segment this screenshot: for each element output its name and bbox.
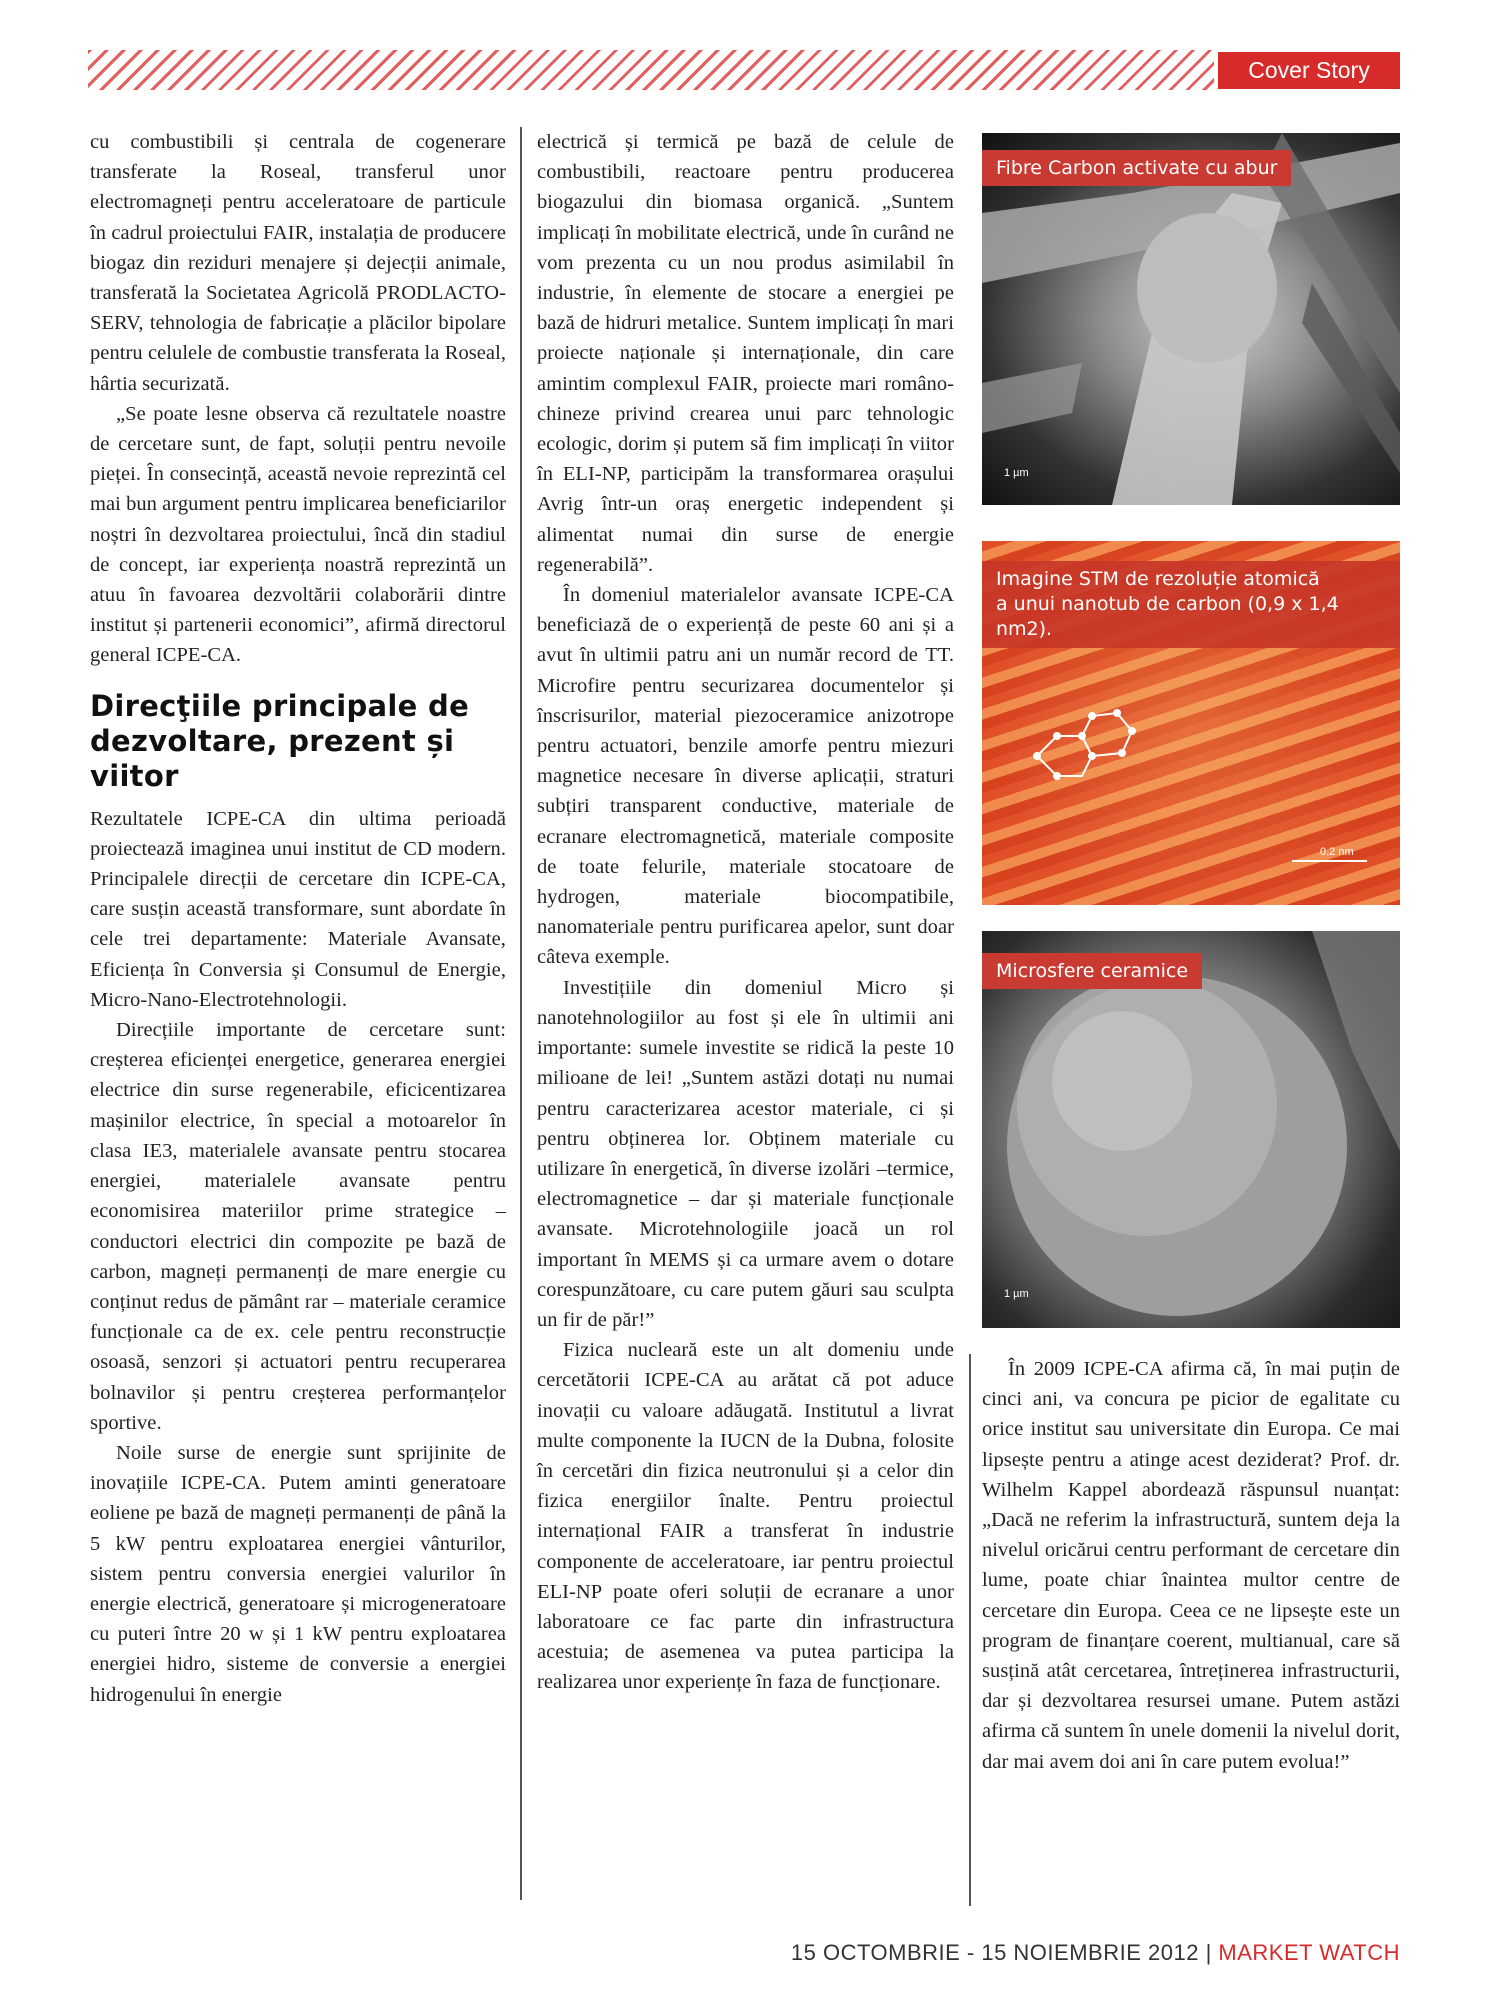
- header-hatch-bar: [88, 50, 1214, 90]
- photo-caption: Fibre Carbon activate cu abur: [982, 150, 1291, 186]
- paragraph: „Se poate lesne observa că rezultatele noastre de cercetare sunt, de fapt, soluții pentru nevoile pieței. În consecință, această nevoie reprezintă cel mai bun argument pentru implicarea beneficiarilor noștri în dezvoltarea proiectului, încă din stadiul de concept, iar experiența noastră reprezintă un atuu în favoarea dezvoltării colaborării dintre institut și partenerii economici”, afirmă directorul general ICPE-CA.: [90, 402, 506, 667]
- fiber-illustration: [982, 133, 1400, 505]
- article-column-3: [982, 1354, 1400, 1777]
- article-column-2: [537, 127, 954, 1698]
- publication-name: MARKET WATCH: [1218, 1940, 1400, 1965]
- photo-carbon-fibers: [982, 133, 1400, 505]
- scale-bar-label: 1 µm: [1004, 467, 1029, 479]
- issue-date: 15 OCTOMBRIE - 15 NOIEMBRIE 2012: [790, 1940, 1199, 1965]
- paragraph: Investițiile din domeniul Micro și nanotehnologiilor au fost și ele în ultimii ani importante: sumele investite se ridică la peste 10 milioane de lei! „Suntem astăzi dotați nu numai pentru caracterizarea acestor materiale, ci și pentru obținerea lor. Obținem materiale cu utilizare în energetică, în diverse izolări –termice, electromagnetice – dar și materiale funcționale avansate. Microtehnologiile joacă un rol important în MEMS și ca urmare avem o dotare corespunzătoare, cu care putem găuri sau sculpta un fir de păr!”: [537, 976, 954, 1331]
- sphere-illustration: [982, 931, 1400, 1328]
- column-divider: [969, 1354, 971, 1906]
- scale-bar-label: 1 µm: [1004, 1288, 1029, 1300]
- paragraph: Direcțiile importante de cercetare sunt: creșterea eficienței energetice, generarea energiei electrice din surse regenerabile, eficicentizarea mașinilor electrice, în special a motoarelor în clasa IE3, materialele avansate pentru stocarea energiei, materialele avansate pentru economisirea materiilor prime strategice – conductori electrici din compozite pe bază de carbon, magneți permanenți de mare energie cu conținut redus de pământ rar – materiale ceramice funcționale ca de ex. cele pentru reconstrucție osoasă, senzori și actuatori pentru recuperarea bolnavilor și pentru creșterea performanțelor sportive.: [90, 1019, 506, 1434]
- paragraph: cu combustibili și centrala de cogenerare transferate la Roseal, transferul unor electromagneți pentru acceleratoare de particule în cadrul proiectului FAIR, instalația de producere biogaz din reziduri menajere și dejecții animale, transferată la Societatea Agricolă PRODLACTO-SERV, tehnologia de fabricație a plăcilor bipolare pentru celulele de combustie transferata la Roseal, hârtia securizată.: [90, 131, 506, 395]
- paragraph: Noile surse de energie sunt sprijinite de inovațiile ICPE-CA. Putem aminti generatoare eoliene pe bază de magneți permanenți de până la 5 kW pentru exploatarea energiei vânturilor, sistem pentru conversia energiei valurilor în energie electrică, generatoare și microgeneratoare cu puteri între 20 w și 1 kW pentru exploatarea energiei hidro, sisteme de conversie a energiei hidrogenului în energie: [90, 1441, 506, 1706]
- paragraph: În domeniul materialelor avansate ICPE-CA beneficiază de o experiență de peste 60 ani și a avut în ultimii patru ani un număr record de TT. Microfire pentru securizarea documentelor și înscrisurilor, material piezoceramice anizotrope pentru actuatori, benzile amorfe pentru miezuri magnetice necesare în diverse aplicații, straturi subțiri transparent conductive, materiale de ecranare electromagnetică, materiale composite de toate felurile, materiale stocatoare de hydrogen, materiale biocompatibile, nanomateriale pentru purificarea apelor, sunt doar câteva exemple.: [537, 584, 954, 969]
- section-tag: Cover Story: [1218, 52, 1400, 89]
- photo-ceramic-microspheres: [982, 931, 1400, 1328]
- footer-separator: |: [1205, 1940, 1212, 1965]
- paragraph: Fizica nucleară este un alt domeniu unde cercetătorii ICPE-CA au arătat că pot aduce inovații cu valoare adăugată. Institutul a livrat multe componente la IUCN de la Dubna, folosite în cercetări din fizica neutronului și a celor din fizica energiilor înalte. Pentru proiectul internațional FAIR a transferat în industrie componente de acceleratoare, iar pentru proiectul ELI-NP poate oferi soluții de ecranare a unor laboratoare ce fac parte din infrastructura acestuia; de asemenea va putea participa la realizarea unor experiențe în faza de funcționare.: [537, 1339, 954, 1694]
- paragraph: Rezultatele ICPE-CA din ultima perioadă proiectează imaginea unui institut de CD modern. Principalele direcții de cercetare din ICPE-CA, care susțin această transformare, sunt abordate în cele trei departamente: Materiale Avansate, Eficiența în Conversia și Consumul de Energie, Micro-Nano-Electrotehnologii.: [90, 807, 506, 1011]
- column-divider: [520, 127, 522, 1900]
- caption-line: a unui nanotub de carbon (0,9 x 1,4 nm2).: [996, 593, 1339, 640]
- section-heading: Direcţiile principale de dezvoltare, prezent și viitor: [90, 688, 470, 793]
- caption-line: Imagine STM de rezoluție atomică: [996, 568, 1320, 590]
- photo-caption: Microsfere ceramice: [982, 953, 1202, 989]
- page-footer: [740, 1940, 1400, 1966]
- photo-stm-nanotube: [982, 541, 1400, 905]
- paragraph: În 2009 ICPE-CA afirma că, în mai puțin de cinci ani, va concura pe picior de egalitate cu orice institut sau universitate din Europa. Ce mai lipsește pentru a atinge acest deziderat? Prof. dr. Wilhelm Kappel abordează răspunsul nuanțat: „Dacă ne referim la infrastructură, suntem deja la nivelul oricărui centru performant de cercetare din lume, poate chiar înaintea multor centre de cercetare din Europa. Ceea ce ne lipsește este un program de finanțare coerent, multianual, care să susțină atât cercetarea, întreținerea infrastructurii, dar și dezvoltarea resursei umane. Putem astăzi afirma că suntem în unele domenii la nivelul dorit, dar mai avem doi ani în care putem evolua!”: [982, 1358, 1400, 1773]
- scale-bar-label: 0,2 nm: [1320, 846, 1354, 858]
- paragraph: electrică și termică pe bază de celule de combustibili, reactoare pentru producerea biogazului din biomasa organică. „Suntem implicați în mobilitate electrică, unde în curând ne vom prezenta cu un nou produs asimilabil în industrie, în elemente de stocare a energiei pe bază de hidruri metalice. Suntem implicați în mari proiecte naționale și internaționale, din care amintim complexul FAIR, proiecte mari româno-chineze privind crearea unui parc tehnologic ecologic, dorim și putem să fim implicați în viitor în ELI-NP, participăm la transformarea orașului Avrig într-un oraș energetic independent și alimentat numai din surse de energie regenerabilă”.: [537, 131, 954, 576]
- article-column-1: [90, 127, 506, 1710]
